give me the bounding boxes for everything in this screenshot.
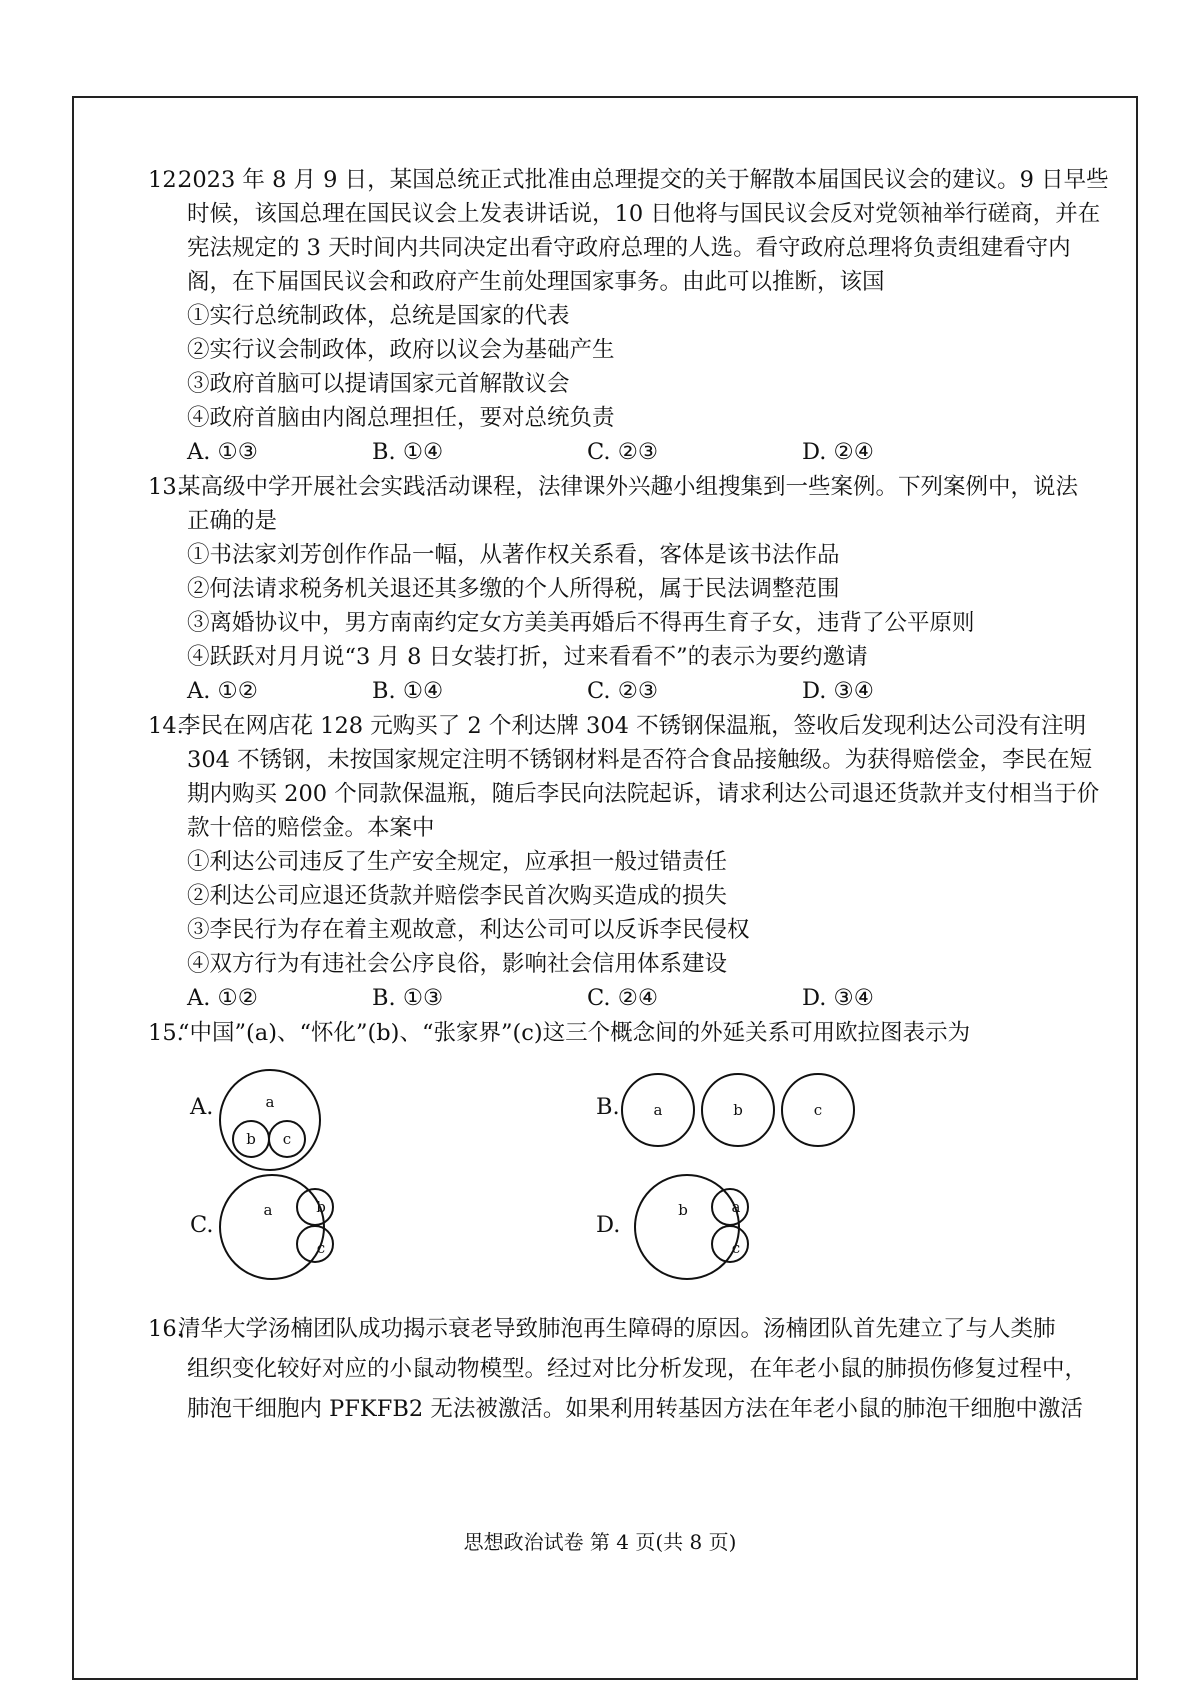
choice-d: D. ③④ [802, 678, 874, 704]
question-14-statement: ④双方行为有违社会公序良俗，影响社会信用体系建设 [187, 951, 728, 977]
question-13-statement: ③离婚协议中，男方南南约定女方美美再婚后不得再生育子女，违背了公平原则 [187, 610, 975, 636]
venn-circle-a-outer [220, 1070, 320, 1170]
question-12-number: 12. [148, 167, 184, 193]
question-13-line: 正确的是 [187, 508, 278, 534]
question-14-statement: ③李民行为存在着主观故意，利达公司可以反诉李民侵权 [187, 917, 750, 943]
question-12-statement: ③政府首脑可以提请国家元首解散议会 [187, 371, 570, 397]
question-16-line: 肺泡干细胞内 PFKFB2 无法被激活。如果利用转基因方法在年老小鼠的肺泡干细胞中激活 [187, 1396, 1083, 1422]
venn-text-b: b [678, 1201, 688, 1219]
question-14-number: 14. [148, 713, 184, 739]
question-12-line: 阁，在下届国民议会和政府产生前处理国家事务。由此可以推断，该国 [187, 269, 885, 295]
venn-text-b: b [733, 1101, 743, 1119]
question-12-line: 宪法规定的 3 天时间内共同决定出看守政府总理的人选。看守政府总理将负责组建看守内 [187, 235, 1071, 261]
question-14-statement: ①利达公司违反了生产安全规定，应承担一般过错责任 [187, 849, 728, 875]
question-15-number: 15. [148, 1020, 184, 1046]
question-12-statement: ②实行议会制政体，政府以议会为基础产生 [187, 337, 615, 363]
page-footer: 思想政治试卷 第 4 页(共 8 页) [463, 1530, 737, 1554]
choice-a: A. ①③ [187, 439, 258, 465]
choice-b: B. ①④ [372, 678, 444, 704]
venn-text-c: c [813, 1101, 823, 1119]
question-14-line: 304 不锈钢，未按国家规定注明不锈钢材料是否符合食品接触级。为获得赔偿金，李民在短 [187, 747, 1093, 773]
venn-circle-b [297, 1189, 333, 1225]
question-14-line: 李民在网店花 128 元购买了 2 个利达牌 304 不锈钢保温瓶，签收后发现利达公司没有注明 [178, 713, 1087, 739]
question-16-number: 16. [148, 1316, 184, 1342]
choice-c: C. ②④ [587, 985, 659, 1011]
venn-text-b: b [246, 1130, 256, 1148]
question-13-statement: ②何法请求税务机关退还其多缴的个人所得税，属于民法调整范围 [187, 576, 840, 602]
question-15-line: “中国”(a)、“怀化”(b)、“张家界”(c)这三个概念间的外延关系可用欧拉图表示为 [178, 1020, 971, 1046]
choice-d: D. ②④ [802, 439, 874, 465]
venn-diagram-b [620, 1065, 860, 1155]
question-12-statement: ④政府首脑由内阁总理担任，要对总统负责 [187, 405, 615, 431]
question-12-statement: ①实行总统制政体，总统是国家的代表 [187, 303, 570, 329]
venn-text-b: b [316, 1198, 326, 1216]
question-16-line: 清华大学汤楠团队成功揭示衰老导致肺泡再生障碍的原因。汤楠团队首先建立了与人类肺 [178, 1316, 1056, 1342]
venn-diagram-c [210, 1165, 350, 1295]
choice-d: D. ③④ [802, 985, 874, 1011]
choice-a: A. ①② [187, 678, 258, 704]
venn-option-a-label: A. [190, 1094, 214, 1120]
venn-text-a: a [265, 1093, 275, 1111]
venn-text-c: c [316, 1239, 326, 1257]
question-12-line: 2023 年 8 月 9 日，某国总统正式批准由总理提交的关于解散本届国民议会的建议。9 日早些 [178, 167, 1109, 193]
question-13-statement: ④跃跃对月月说“3 月 8 日女装打折，过来看看不”的表示为要约邀请 [187, 644, 868, 670]
choice-c: C. ②③ [587, 678, 659, 704]
question-13-number: 13. [148, 474, 184, 500]
venn-text-c: c [731, 1239, 741, 1257]
question-12-line: 时候，该国总理在国民议会上发表讲话说，10 日他将与国民议会反对党领袖举行磋商，并在 [187, 201, 1101, 227]
question-13-statement: ①书法家刘芳创作作品一幅，从著作权关系看，客体是该书法作品 [187, 542, 840, 568]
question-14-statement: ②利达公司应退还货款并赔偿李民首次购买造成的损失 [187, 883, 728, 909]
venn-diagram-a [210, 1060, 330, 1180]
venn-text-a: a [653, 1101, 663, 1119]
choice-c: C. ②③ [587, 439, 659, 465]
choice-a: A. ①② [187, 985, 258, 1011]
venn-diagram-d [625, 1165, 765, 1295]
venn-option-d-label: D. [596, 1212, 621, 1238]
venn-option-b-label: B. [596, 1094, 620, 1120]
question-13-line: 某高级中学开展社会实践活动课程，法律课外兴趣小组搜集到一些案例。下列案例中，说法 [178, 474, 1079, 500]
venn-text-a: a [263, 1201, 273, 1219]
question-14-line: 期内购买 200 个同款保温瓶，随后李民向法院起诉，请求利达公司退还货款并支付相当于价 [187, 781, 1100, 807]
question-16-line: 组织变化较好对应的小鼠动物模型。经过对比分析发现，在年老小鼠的肺损伤修复过程中， [187, 1356, 1088, 1382]
venn-text-c: c [282, 1130, 292, 1148]
venn-text-a: a [731, 1198, 741, 1216]
venn-option-c-label: C. [190, 1212, 214, 1238]
question-14-line: 款十倍的赔偿金。本案中 [187, 815, 435, 841]
choice-b: B. ①④ [372, 439, 444, 465]
choice-b: B. ①③ [372, 985, 444, 1011]
venn-circle-a [712, 1189, 748, 1225]
